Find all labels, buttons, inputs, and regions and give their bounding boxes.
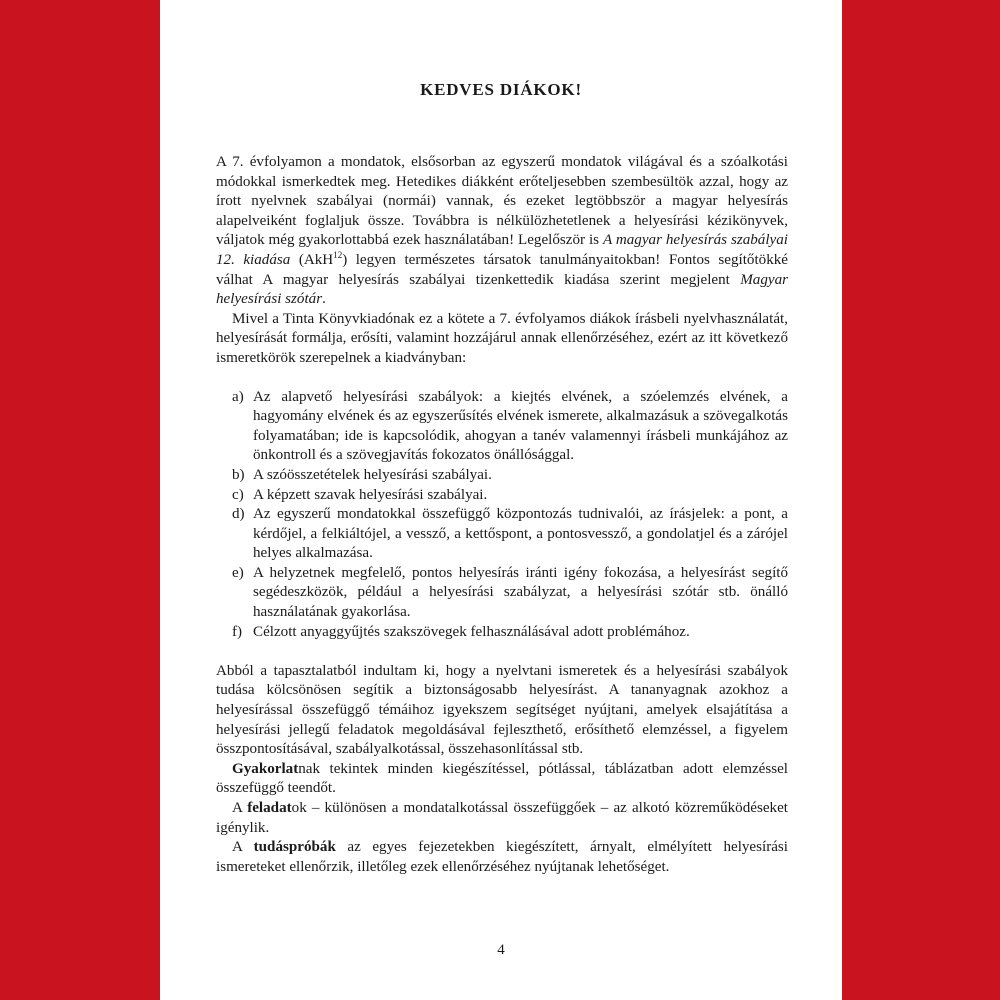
list-item: b) A szóösszetételek helyesírási szabályai. [232,466,492,483]
list-item: e) A helyzetnek megfelelő, pontos helyesírás iránti igény fokozása, a helyesírást segítő segédeszközök, például a helyesírási szabályzat, a helyesírási szótár stb. önálló használatának gyakorlása. [232,564,788,621]
tests-paragraph: A tudáspróbák az egyes fejezetekben kiegészített, árnyalt, elmélyített helyesírási ismereteket ellenőrzik, illetőleg ezek ellenőrzéséhez nyújtanak lehetőséget. [216,839,788,875]
dictionary-title: Magyar helyesírási szótár [216,271,788,308]
page-number: 4 [497,942,505,958]
list-item: d) Az egyszerű mondatokkal összefüggő központozás tudnivalói, az írásjelek: a pont, a kérdőjel, a felkiáltójel, a vessző, a kettőspont, a pontosvessző, a gondolatjel és a zárójel helyes alkalmazása. [232,506,788,562]
right-red-border [842,0,1000,1000]
intro-paragraph: A 7. évfolyamon a mondatok, elsősorban az egyszerű mondatok világával és a szóalkotási módokkal ismerkedtek meg. Hetedikes diákként erőteljesebben szembesültök azzal, hogy az írott nyelvnek szabályai (normái) vannak, és ezeket legtöbbször a magyar helyesírás alapelveiként foglaljuk össze. Továbbra is nélkülözhetetlenek a helyesírási kézikönyvek, váljatok még gyakorlottabbá ezek használatában! Legelőször is A magyar helyesírás szabályai 12. kiadása (AkH$^{12}$) legyen természetes társatok tanulmányaitokban! Fontos segítőtökké válhat A magyar helyesírás szabályai tizenkettedik kiadása szerint megjelent Magyar helyesírási szótár. [216,154,788,308]
method-paragraph: Abból a tapasztalatból indultam ki, hogy a nyelvtani ismeretek és a helyesírási szabályok tudása kölcsönösen segítik a biztonságosabb helyesírást. A tananyagnak azokhoz a helyesírással összefüggő témáihoz igyekszem segítséget nyújtani, amelyek elsajátítása a helyesírási jellegű feladatok megoldásával fejleszthető, erősíthető elemzéssel, a figyelem összpontosításával, szabályalkotással, összehasonlítással stb. [216,662,788,758]
page-body [216,153,788,877]
list-item: a) Az alapvető helyesírási szabályok: a kiejtés elvének, a szóelemzés elvének, a hagyomány elvének és az egyszerűsítés elvének ismerete, alkalmazásuk a szövegalkotás folyamatában; ide is kapcsolódik, ahogyan a tanév valamennyi írásbeli munkájához az önkontroll és a szövegjavítás fokozatos önállósággal. [232,388,788,464]
page-title: KEDVES DIÁKOK! [420,80,582,99]
book-page [160,0,842,1000]
scope-paragraph: Mivel a Tinta Könyvkiadónak ez a kötete a 7. évfolyamos diákok írásbeli nyelvhasználatát, helyesírását formálja, erősíti, valamint hozzájárul annak ellenőrzéséhez, ezért az itt következő ismeretkörök szerepelnek a kiadványban: [216,310,788,366]
list-item: f) Célzott anyaggyűjtés szakszövegek felhasználásával adott problémához. [232,623,690,640]
topic-list [216,388,788,643]
list-item: c) A képzett szavak helyesírási szabályai. [232,486,488,503]
book-title-akh: A magyar helyesírás szabályai 12. kiadása [216,232,788,268]
exercises-paragraph: Gyakorlatnak tekintek minden kiegészítéssel, pótlással, táblázatban adott elemzéssel összefüggő teendőt. [216,760,788,797]
superscript-12: 12 [333,249,343,260]
tasks-paragraph: A feladatok – különösen a mondatalkotással összefüggőek – az alkotó közreműködéseket igénylik. [216,800,788,836]
left-red-border [0,0,160,1000]
